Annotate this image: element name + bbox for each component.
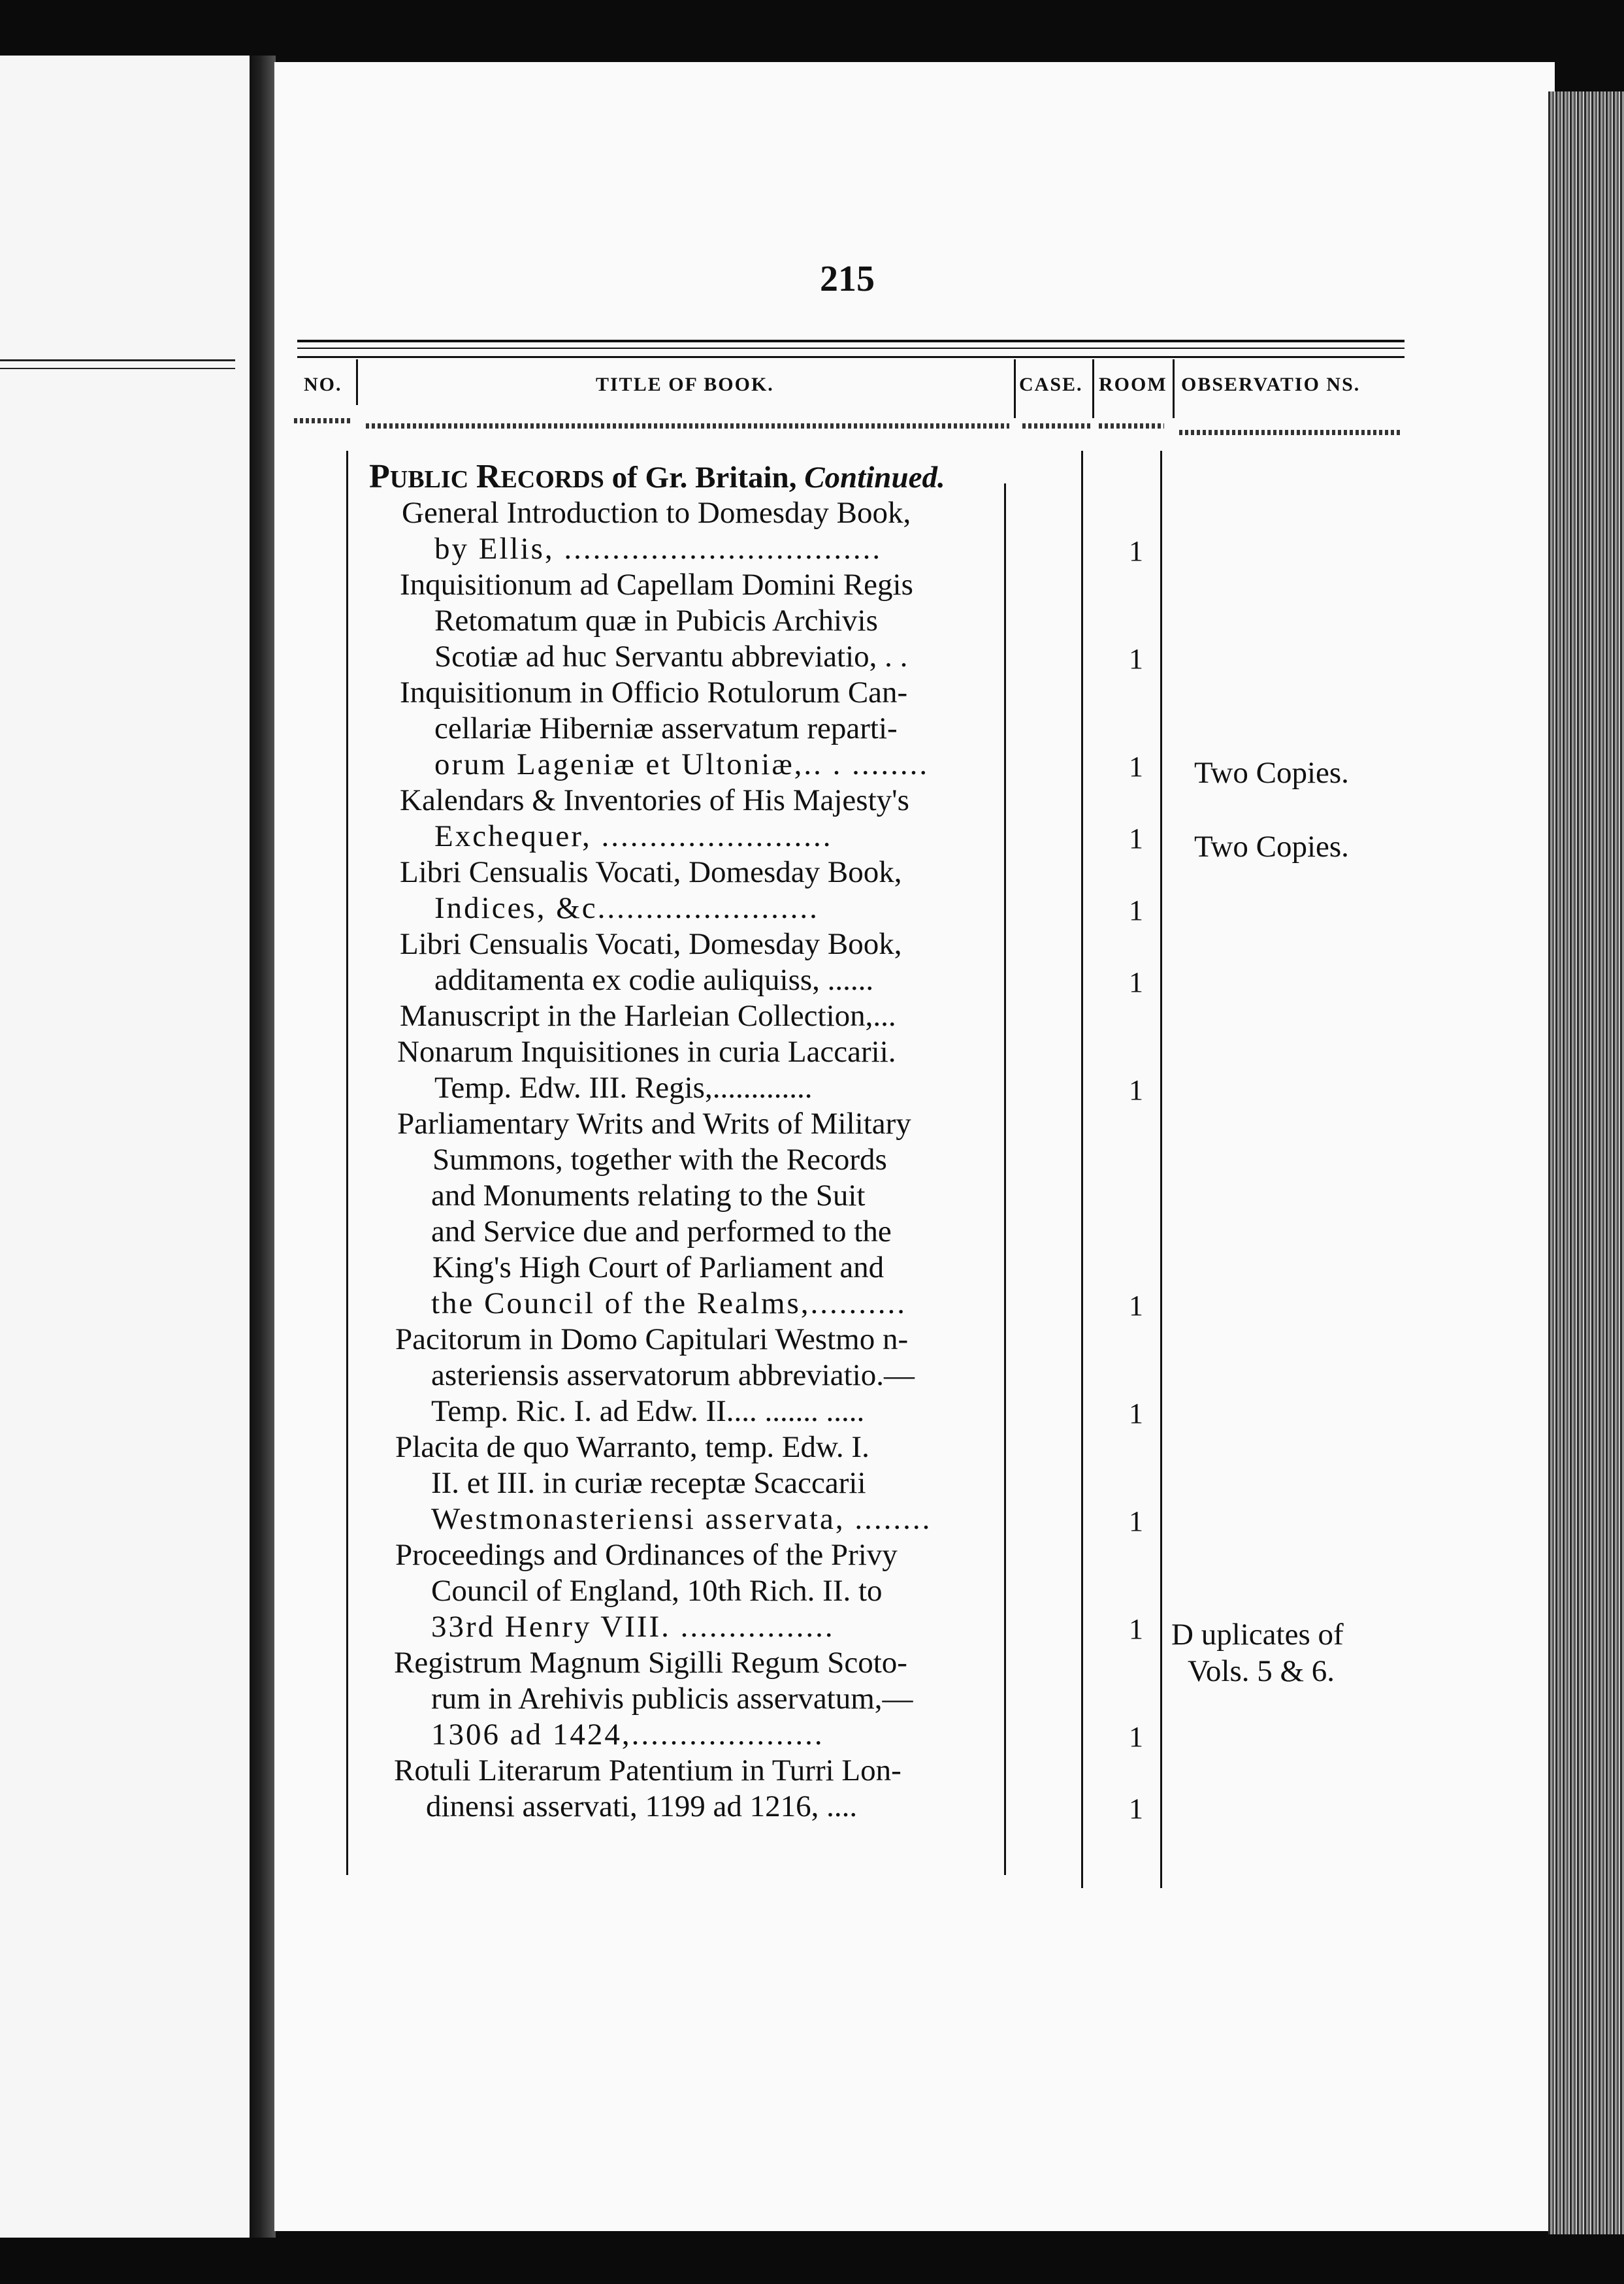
heading-letter: P bbox=[369, 458, 390, 495]
header-underline bbox=[1099, 423, 1164, 429]
entry-line: Summons, together with the Records bbox=[432, 1143, 887, 1177]
entry-line: Council of England, 10th Rich. II. to bbox=[431, 1574, 883, 1608]
room-value: 1 bbox=[1129, 894, 1143, 926]
entry-line: Parliamentary Writs and Writs of Military bbox=[397, 1107, 911, 1141]
entry-line: Pacitorum in Domo Capitulari Westmo n- bbox=[395, 1322, 909, 1356]
entry-line: Inquisitionum ad Capellam Domini Regis bbox=[400, 568, 913, 602]
entry-line: and Monuments relating to the Suit bbox=[431, 1179, 866, 1213]
entry-line: and Service due and performed to the bbox=[431, 1215, 892, 1248]
room-value: 1 bbox=[1129, 1074, 1143, 1106]
room-value: 1 bbox=[1129, 1613, 1143, 1645]
entry-line: King's High Court of Parliament and bbox=[432, 1250, 885, 1284]
entry-line: Indices, &c....................... bbox=[434, 891, 819, 925]
entry-line: rum in Arehivis publicis asservatum,— bbox=[431, 1682, 913, 1716]
column-rule bbox=[1081, 451, 1083, 1888]
room-value: 1 bbox=[1129, 643, 1143, 675]
header-rule bbox=[297, 356, 1405, 358]
column-header-observations: OBSERVATIO NS. bbox=[1181, 374, 1361, 395]
observation: Two Copies. bbox=[1194, 756, 1349, 790]
entry-line: Retomatum quæ in Pubicis Archivis bbox=[434, 604, 878, 638]
header-underline bbox=[1179, 430, 1401, 435]
header-underline bbox=[1022, 423, 1091, 429]
header-underline bbox=[294, 418, 353, 423]
entry-line: cellariæ Hiberniæ asservatum reparti- bbox=[434, 711, 898, 745]
entry-line: Manuscript in the Harleian Collection,... bbox=[400, 999, 896, 1033]
page-number: 215 bbox=[820, 259, 875, 299]
entry-line: by Ellis, ................................. bbox=[434, 532, 883, 566]
entry-line: Temp. Edw. III. Regis,............. bbox=[434, 1071, 813, 1105]
header-underline bbox=[366, 423, 1009, 429]
observation: Vols. 5 & 6. bbox=[1188, 1654, 1335, 1688]
entry-line: Registrum Magnum Sigilli Regum Scoto- bbox=[394, 1646, 907, 1680]
entry-line: Scotiæ ad huc Servantu abbreviatio, . . bbox=[434, 640, 908, 674]
entry-line: Temp. Ric. I. ad Edw. II.... ....... ..... bbox=[431, 1394, 865, 1428]
room-value: 1 bbox=[1129, 966, 1143, 998]
column-rule bbox=[1014, 359, 1016, 418]
entry-line: 33rd Henry VIII. ................ bbox=[431, 1610, 835, 1644]
room-value: 1 bbox=[1129, 535, 1143, 567]
entry-line: Kalendars & Inventories of His Majesty's bbox=[400, 783, 909, 817]
entry-line: Libri Censualis Vocati, Domesday Book, bbox=[400, 855, 902, 889]
facing-page-rule bbox=[0, 368, 235, 369]
entry-line: dinensi asservati, 1199 ad 1216, .... bbox=[426, 1789, 858, 1823]
column-rule bbox=[356, 359, 358, 405]
entry-line: General Introduction to Domesday Book, bbox=[402, 496, 911, 530]
room-value: 1 bbox=[1129, 1290, 1143, 1322]
room-value: 1 bbox=[1129, 751, 1143, 783]
observation: D uplicates of bbox=[1171, 1618, 1344, 1652]
column-rule bbox=[1173, 359, 1175, 418]
facing-page bbox=[0, 56, 250, 2238]
column-header-room: ROOM bbox=[1099, 374, 1167, 395]
entry-line: Libri Censualis Vocati, Domesday Book, bbox=[400, 927, 902, 961]
heading-letter: R bbox=[476, 458, 501, 495]
heading-text: of Gr. Britain, bbox=[604, 461, 805, 495]
entry-line: Placita de quo Warranto, temp. Edw. I. bbox=[395, 1430, 869, 1464]
entry-line: the Council of the Realms,.......... bbox=[431, 1286, 907, 1320]
column-header-title: TITLE OF BOOK. bbox=[596, 374, 774, 395]
scan-border bbox=[0, 2238, 1624, 2284]
column-rule bbox=[1092, 359, 1094, 418]
column-rule bbox=[1004, 483, 1006, 1875]
entry-line: II. et III. in curiæ receptæ Scaccarii bbox=[431, 1466, 866, 1500]
entry-line: Rotuli Literarum Patentium in Turri Lon- bbox=[394, 1754, 901, 1787]
room-value: 1 bbox=[1129, 1505, 1143, 1537]
room-value: 1 bbox=[1129, 823, 1143, 855]
heading-smallcaps: ECORDS bbox=[500, 466, 604, 493]
facing-page-rule bbox=[0, 359, 235, 361]
column-header-no: NO. bbox=[304, 374, 342, 395]
entry-line: Exchequer, ........................ bbox=[434, 819, 833, 853]
page-edges bbox=[1548, 91, 1624, 2234]
room-value: 1 bbox=[1129, 1793, 1143, 1825]
room-value: 1 bbox=[1129, 1721, 1143, 1753]
heading-continued: Continued. bbox=[804, 461, 945, 495]
column-header-case: CASE. bbox=[1019, 374, 1083, 395]
entry-line: asteriensis asservatorum abbreviatio.— bbox=[431, 1358, 915, 1392]
entry-line: orum Lageniæ et Ultoniæ,.. . ........ bbox=[434, 747, 930, 781]
entry-line: Inquisitionum in Officio Rotulorum Can- bbox=[400, 676, 908, 710]
header-rule bbox=[297, 340, 1405, 342]
column-rule bbox=[1160, 451, 1162, 1888]
heading-smallcaps: UBLIC bbox=[389, 466, 469, 493]
entry-line: additamenta ex codie auliquiss, ...... bbox=[434, 963, 874, 997]
entry-line: Nonarum Inquisitiones in curia Laccarii. bbox=[397, 1035, 896, 1069]
entry-line: 1306 ad 1424,.................... bbox=[431, 1718, 824, 1752]
column-rule bbox=[346, 451, 348, 1875]
entry-line: Proceedings and Ordinances of the Privy bbox=[395, 1538, 898, 1572]
entry-line: Westmonasteriensi asservata, ........ bbox=[431, 1502, 932, 1536]
header-rule bbox=[297, 348, 1405, 349]
room-value: 1 bbox=[1129, 1397, 1143, 1429]
section-heading bbox=[369, 459, 945, 498]
book-gutter bbox=[250, 56, 276, 2238]
observation: Two Copies. bbox=[1194, 830, 1349, 864]
